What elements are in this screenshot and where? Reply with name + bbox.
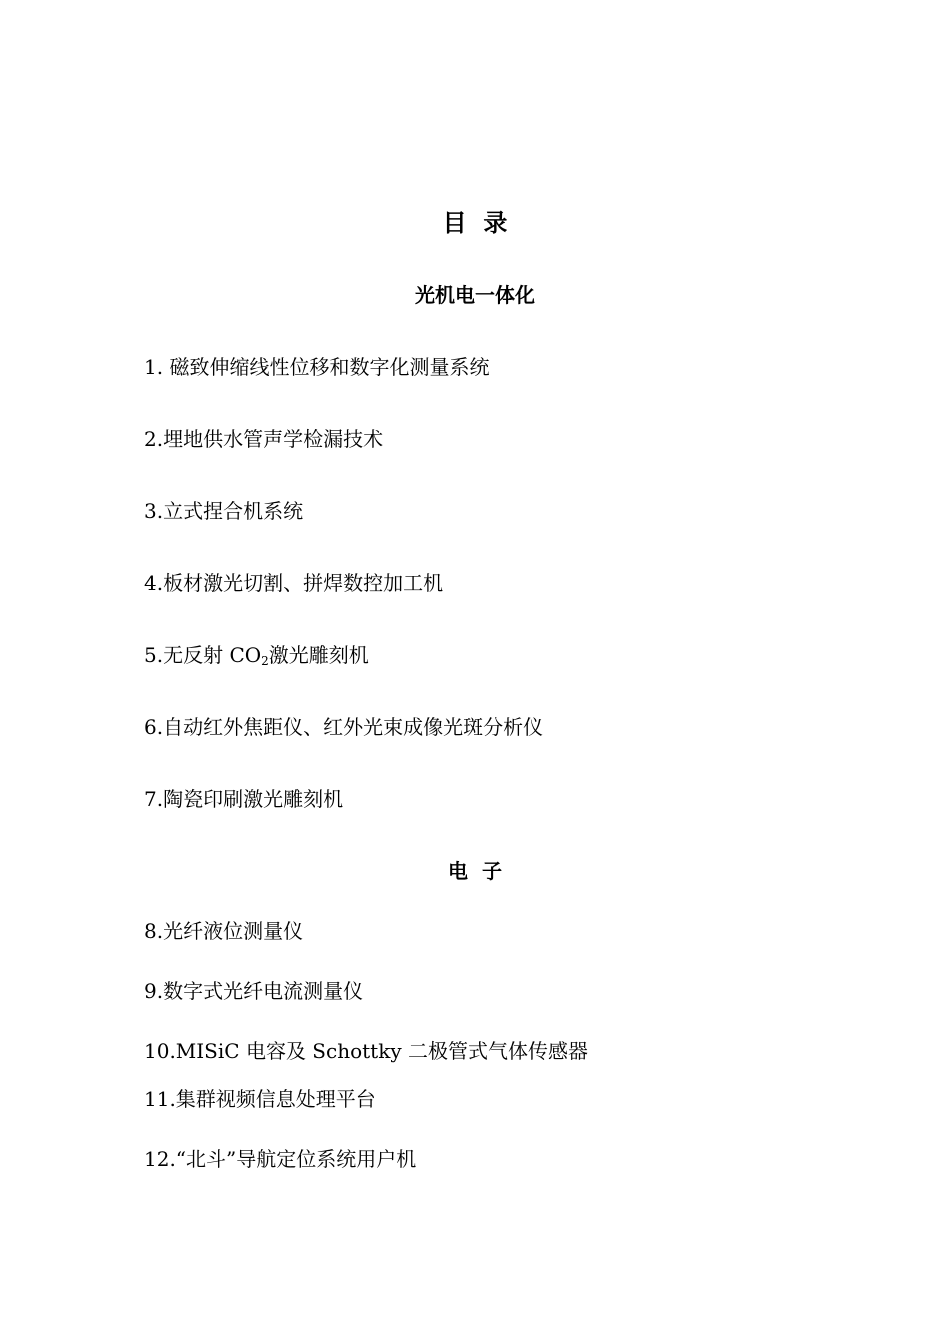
toc-entry-6: 6.自动红外焦距仪、红外光束成像光斑分析仪: [144, 715, 544, 739]
toc-entry-3: 3.立式捏合机系统: [144, 499, 304, 523]
toc-entry-12: 12.“北斗”导航定位系统用户机: [144, 1147, 417, 1171]
toc-entry-5-suffix: 激光雕刻机: [268, 643, 369, 667]
toc-entry-5: [144, 640, 369, 670]
section-heading-mechatronics: 光机电一体化: [415, 283, 535, 307]
toc-entry-2: 2.埋地供水管声学检漏技术: [144, 427, 384, 451]
toc-entry-5-prefix: 5.无反射 CO: [144, 643, 262, 667]
toc-entry-4: 4.板材激光切割、拼焊数控加工机: [144, 571, 444, 595]
section-heading-electronics: 电 子: [448, 859, 502, 883]
toc-entry-9: 9.数字式光纤电流测量仪: [144, 979, 364, 1003]
toc-entry-10: 10.MISiC 电容及 Schottky 二极管式气体传感器: [144, 1039, 588, 1063]
toc-entry-5-subscript: 2: [261, 654, 269, 668]
toc-entry-8: 8.光纤液位测量仪: [144, 919, 304, 943]
toc-entry-1: 1. 磁致伸缩线性位移和数字化测量系统: [144, 355, 490, 379]
toc-entry-11: 11.集群视频信息处理平台: [144, 1087, 376, 1111]
page-title: 目 录: [442, 209, 508, 237]
toc-entry-7: 7.陶瓷印刷激光雕刻机: [144, 787, 344, 811]
